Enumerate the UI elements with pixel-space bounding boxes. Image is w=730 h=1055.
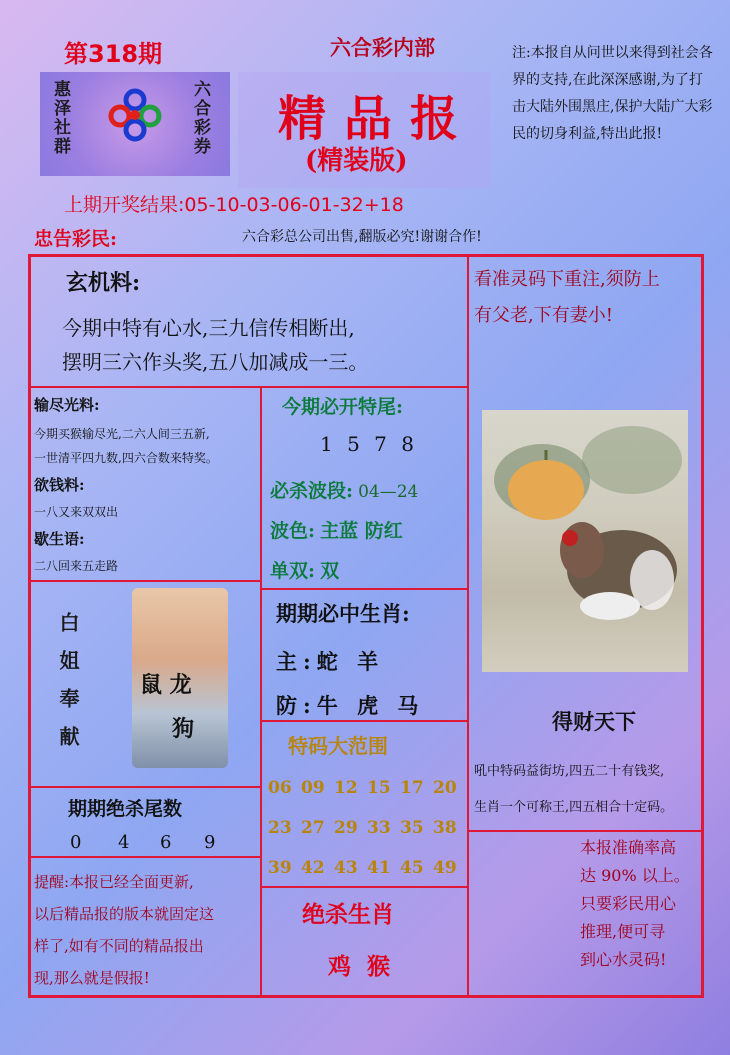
range-number: 06 xyxy=(268,778,292,798)
accuracy-line: 只要彩民用心 xyxy=(580,894,677,913)
wave-color-label: 波色: xyxy=(270,520,316,542)
accuracy-line: 达 90% 以上。 xyxy=(580,866,690,885)
divider xyxy=(260,886,467,888)
fortune-line: 生肖一个可称王,四五相合十定码。 xyxy=(474,800,674,815)
accuracy-line: 到心水灵码! xyxy=(580,950,667,969)
divider xyxy=(467,256,469,996)
kill-tail-digit: 9 xyxy=(204,832,216,853)
logo-left-text: 惠泽社群 xyxy=(50,80,70,156)
xiesheng-text: 二八回来五走路 xyxy=(34,559,119,573)
warning-label: 忠告彩民: xyxy=(34,228,118,250)
last-result-value: 05-10-03-06-01-32+18 xyxy=(184,194,404,216)
range-number: 33 xyxy=(367,818,391,838)
range-number: 15 xyxy=(367,778,391,798)
shujin-line: 一世清平四九数,四六合数来特奖。 xyxy=(34,451,218,465)
reminder xyxy=(34,866,214,994)
yuqian-title: 欲钱料: xyxy=(34,476,85,494)
zodiac-guard-label: 防: xyxy=(276,693,317,718)
kill-tail-digit: 6 xyxy=(160,832,172,853)
reminder-line: 样了,如有不同的精品报出 xyxy=(34,937,204,955)
xuanji-line: 今期中特有心水,三九信传相断出, xyxy=(62,316,355,340)
wave-color-value: 主蓝 防红 xyxy=(320,520,403,542)
yuqian-text: 一八又来双双出 xyxy=(34,505,119,519)
reminder-line: 以后精品报的版本就固定这 xyxy=(34,905,215,923)
reminder-line: 现,那么就是假报! xyxy=(34,969,150,987)
divider xyxy=(30,786,260,788)
xiesheng-title: 歇生语: xyxy=(34,530,85,548)
parity xyxy=(270,556,339,583)
divider xyxy=(260,588,467,590)
bet-tip xyxy=(474,262,660,334)
divider xyxy=(30,580,260,582)
accuracy-line: 本报准确率高 xyxy=(580,838,677,857)
range-number: 12 xyxy=(334,778,358,798)
wave-color xyxy=(270,516,403,543)
xuanji-title: 玄机料: xyxy=(66,270,141,296)
shujin-line: 今期买猴输尽光,二六人间三五新, xyxy=(34,427,210,441)
range-number: 35 xyxy=(400,818,424,838)
last-result xyxy=(64,190,404,217)
divider xyxy=(469,830,702,832)
range-grid xyxy=(268,778,464,884)
range-number: 41 xyxy=(367,858,391,878)
range-number: 45 xyxy=(400,858,424,878)
xuanji-line: 摆明三六作头奖,五八加减成一三。 xyxy=(62,350,369,374)
logo-right-text: 六合彩券 xyxy=(190,80,210,156)
page-subtitle: (精装版) xyxy=(305,146,408,176)
reminder-line: 提醒:本报已经全面更新, xyxy=(34,873,194,891)
photo-overlay: 鼠 龙 xyxy=(140,672,192,698)
zodiac-main-label: 主: xyxy=(276,649,317,674)
zodiac-guard-value: 牛 虎 马 xyxy=(316,693,425,718)
kill-zodiac-title: 绝杀生肖 xyxy=(302,901,394,928)
photo-overlay: 狗 xyxy=(172,716,195,742)
shujin-title: 输尽光料: xyxy=(34,396,100,414)
kill-range xyxy=(270,476,418,503)
range-number: 29 xyxy=(334,818,358,838)
fortune-line: 吼中特码益街坊,四五二十有钱奖, xyxy=(474,764,665,779)
range-number: 43 xyxy=(334,858,358,878)
insider-label: 六合彩内部 xyxy=(330,35,435,60)
fortune-title: 得财天下 xyxy=(552,709,636,734)
warning-text: 六合彩总公司出售,翻版必究!谢谢合作! xyxy=(242,229,482,245)
flower-logo-icon xyxy=(100,80,170,150)
range-number: 27 xyxy=(301,818,325,838)
range-number: 20 xyxy=(433,778,457,798)
range-number: 42 xyxy=(301,858,325,878)
divider xyxy=(260,720,467,722)
range-number: 49 xyxy=(433,858,457,878)
bet-tip-line: 看准灵码下重注,须防上 xyxy=(474,269,660,290)
header-note: 注:本报自从问世以来得到社会各界的支持,在此深深感谢,为了打击大陆外围黑庄,保护大陆广大彩民的切身利益,特出此报! xyxy=(512,45,713,142)
bet-tip-line: 有父老,下有妻小! xyxy=(474,305,613,326)
photo-caption: 白姐奉献 xyxy=(56,612,80,764)
page-title: 精品报 xyxy=(278,91,477,147)
issue-number: 第318期 xyxy=(64,40,163,68)
zodiac-guard xyxy=(276,690,424,720)
kill-tail-digit: 0 xyxy=(70,832,82,853)
range-number: 38 xyxy=(433,818,457,838)
kill-range-label: 必杀波段: xyxy=(270,480,354,502)
rooster-painting xyxy=(482,410,688,672)
kill-range-value: 04—24 xyxy=(358,482,419,502)
divider xyxy=(30,386,467,388)
zodiac-main-value: 蛇 羊 xyxy=(316,649,385,674)
kill-tail-title: 期期绝杀尾数 xyxy=(68,798,183,820)
range-number: 09 xyxy=(301,778,325,798)
range-number: 39 xyxy=(268,858,292,878)
accuracy-note xyxy=(580,834,690,974)
range-number: 23 xyxy=(268,818,292,838)
range-title: 特码大范围 xyxy=(288,734,388,758)
divider xyxy=(30,856,260,858)
tail-digits: 1 5 7 8 xyxy=(320,432,418,456)
parity-label: 单双: xyxy=(270,560,316,582)
zodiac-title: 期期必中生肖: xyxy=(276,601,410,626)
range-number: 17 xyxy=(400,778,424,798)
divider xyxy=(260,386,262,996)
kill-zodiac-value: 鸡 猴 xyxy=(328,953,395,980)
tail-title: 今期必开特尾: xyxy=(282,396,404,418)
last-result-label: 上期开奖结果: xyxy=(64,194,185,216)
zodiac-main xyxy=(276,646,384,676)
kill-tail-digit: 4 xyxy=(118,832,130,853)
parity-value: 双 xyxy=(320,560,340,582)
rooster-pumpkin-icon xyxy=(482,410,688,672)
accuracy-line: 推理,便可寻 xyxy=(580,922,666,941)
logo-panel xyxy=(40,72,230,176)
